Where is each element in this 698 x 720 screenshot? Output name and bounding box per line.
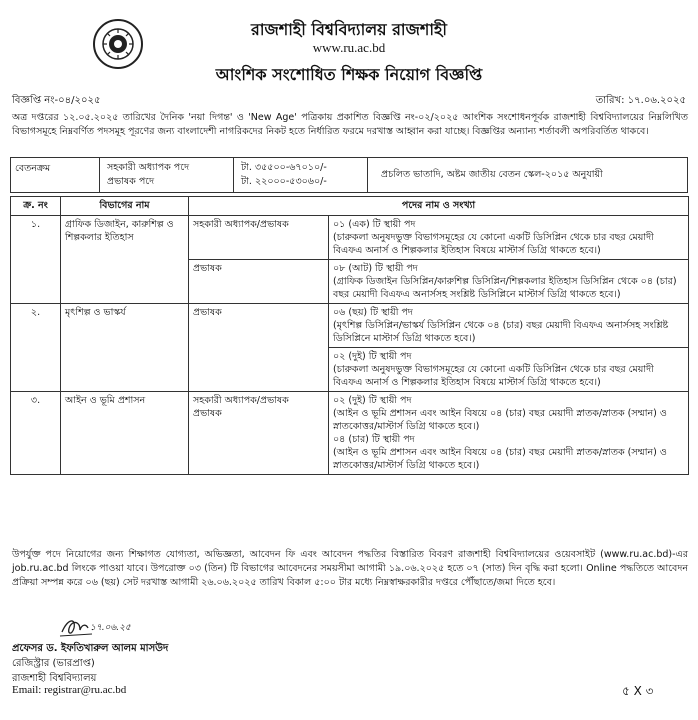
header-department: বিভাগের নাম	[61, 197, 189, 216]
corner-code: ৫ X ৩	[622, 684, 654, 698]
pay-scale-note: প্রচলিত ভাতাদি, অষ্টম জাতীয় বেতন স্কেল-২০১৫ অনুযায়ী	[381, 169, 603, 180]
signatory-role: রেজিস্ট্রার (ভারপ্রাপ্ত)	[12, 658, 95, 669]
pay-scale-label: বেতনক্রম	[15, 163, 51, 174]
post-count: ০২ (দুই) টি স্থায়ী পদ	[333, 351, 412, 362]
post-requirement: (মৃৎশিল্প ডিসিপ্লিন/ভাস্কর্য ডিসিপ্লিন থেকে ০৪ (চার) বছর মেয়াদী বিএফএ অনার্সসহ সংশ্লিষ্ট ডিসিপ্লিনে মাস্টার্স ডিগ্রি থাকতে হবে।)	[333, 320, 669, 344]
notice-number: বিজ্ঞপ্তি নং-০৪/২০২৫	[12, 95, 101, 106]
signatory-organization: রাজশাহী বিশ্ববিদ্যালয়	[12, 673, 97, 684]
header-post: পদের নাম ও সংখ্যা	[189, 197, 689, 216]
university-website: www.ru.ac.bd	[312, 40, 386, 55]
intro-paragraph: অত্র দপ্তরের ১২.০৫.২০২৫ তারিখের দৈনিক 'নয়া দিগন্ত' ও 'New Age' পত্রিকায় প্রকাশিত বিজ্ঞপ্তি নং-০২/২০২৫ আংশিক সংশোধনপূর্বক রাজশাহী বিশ্ববিদ্যালয়ের নিম্নলিখিত বিভাগসমূহে নিম্নবর্ণিত পদসমূহ পূরণের জন্য বাংলাদেশী নাগরিকদের নিকট হতে নির্ধারিত ফরমে দরখাস্ত আহ্বান করা যাচ্ছে। বিজ্ঞপ্তির অন্যান্য শর্তাবলী অপরিবর্তিত থাকবে।	[12, 112, 688, 137]
post-detail	[329, 392, 689, 475]
post-name: প্রভাষক	[189, 260, 329, 304]
post-requirement: (আইন ও ভূমি প্রশাসন এবং আইন বিষয়ে ০৪ (চার) বছর মেয়াদী স্নাতক/স্নাতক (সম্মান) ও স্নাতকোত্তর/মাস্টার্স ডিগ্রি থাকতে হবে।)	[333, 447, 667, 471]
row-serial: ১.	[11, 216, 61, 304]
notice-title: আংশিক সংশোধিত শিক্ষক নিয়োগ বিজ্ঞপ্তি	[215, 65, 483, 84]
posts-table	[10, 196, 689, 475]
pay-scale-box	[10, 157, 688, 193]
post-count: ০২ (দুই) টি স্থায়ী পদ	[333, 395, 412, 406]
table-header-row	[11, 197, 689, 216]
post-requirement: (চারুকলা অনুষদভুক্ত বিভাগসমূহের যে কোনো একটি ডিসিপ্লিন থেকে চার বছর মেয়াদী বিএফএ অনার্স ও শিল্পকলার ইতিহাস বিষয়ে মাস্টার্স ডিগ্রি থাকতে হবে।)	[333, 232, 654, 256]
table-row	[11, 216, 689, 260]
handwritten-signature	[58, 612, 131, 642]
table-row	[11, 392, 689, 475]
signature-date: ১৭.০৬.২৫	[90, 623, 131, 633]
pay-scale-amounts: টা. ৩৫৫০০-৬৭০১০/- টা. ২২০০০-৫৩০৬০/-	[241, 162, 327, 187]
post-name: সহকারী অধ্যাপক/প্রভাষক	[189, 216, 329, 260]
post-detail	[329, 260, 689, 304]
post-requirement: (আইন ও ভূমি প্রশাসন এবং আইন বিষয়ে ০৪ (চার) বছর মেয়াদী স্নাতক/স্নাতক (সম্মান) ও স্নাতকোত্তর/মাস্টার্স ডিগ্রি থাকতে হবে।)	[333, 408, 667, 432]
post-requirement: (চারুকলা অনুষদভুক্ত বিভাগসমূহের যে কোনো একটি ডিসিপ্লিন থেকে চার বছর মেয়াদী বিএফএ অনার্স ও শিল্পকলার ইতিহাস বিষয়ে মাস্টার্স ডিগ্রি থাকতে হবে।)	[333, 364, 654, 388]
post-detail	[329, 216, 689, 260]
university-name: রাজশাহী বিশ্ববিদ্যালয় রাজশাহী	[251, 20, 447, 39]
row-department: গ্রাফিক ডিজাইন, কারুশিল্প ও শিল্পকলার ইতিহাস	[61, 216, 189, 304]
footer-paragraph: উপর্যুক্ত পদে নিয়োগের জন্য শিক্ষাগত যোগ্যতা, অভিজ্ঞতা, আবেদন ফি এবং আবেদন পদ্ধতির বিস্তারিত বিবরণ রাজশাহী বিশ্ববিদ্যালয়ের ওয়েবসাইট (www.ru.ac.bd)-এর job.ru.ac.bd লিংকে পাওয়া যাবে। উপরোক্ত ০৩ (তিন) টি বিভাগের আবেদনের সময়সীমা আগামী ১৯.০৬.২০২৫ হতে ০৭ (সাত) দিন বৃদ্ধি করা হলো। Online পদ্ধতিতে আবেদন প্রক্রিয়া সম্পন্ন করে ০৬ (ছয়) সেট দরখাস্ত আগামী ২৬.০৬.২০২৫ তারিখ বিকাল ৫:০০ টার মধ্যে নিম্নস্বাক্ষরকারীর দপ্তরে পৌঁছাতে/জমা দিতে হবে।	[12, 549, 688, 588]
pay-scale-posts: সহকারী অধ্যাপক পদে প্রভাষক পদে	[107, 162, 190, 187]
header-serial: ক্র. নং	[11, 197, 61, 216]
post-name: সহকারী অধ্যাপক/প্রভাষক প্রভাষক	[189, 392, 329, 475]
post-count: ০৬ (ছয়) টি স্থায়ী পদ	[333, 307, 413, 318]
post-name: প্রভাষক	[189, 304, 329, 392]
post-detail	[329, 348, 689, 392]
post-count: ০৪ (চার) টি স্থায়ী পদ	[333, 434, 415, 445]
post-detail	[329, 304, 689, 348]
signatory-name: প্রফেসর ড. ইফতিখারুল আলম মাসউদ	[12, 643, 169, 654]
post-count: ০১ (এক) টি স্থায়ী পদ	[333, 219, 416, 230]
row-serial: ২.	[11, 304, 61, 392]
signatory-email: Email: registrar@ru.ac.bd	[12, 684, 127, 696]
table-row	[11, 304, 689, 348]
notice-date: তারিখ: ১৭.০৬.২০২৫	[595, 95, 686, 106]
post-count: ০৮ (আট) টি স্থায়ী পদ	[333, 263, 418, 274]
post-requirement: (গ্রাফিক ডিজাইন ডিসিপ্লিন/কারুশিল্প ডিসিপ্লিন/শিল্পকলার ইতিহাস ডিসিপ্লিন থেকে ০৪ (চার) বছর মেয়াদী বিএফএ অনার্সসহ সংশ্লিষ্ট ডিসিপ্লিনে মাস্টার্স ডিগ্রি থাকতে হবে।)	[333, 276, 677, 300]
row-department: মৃৎশিল্প ও ভাস্কর্য	[61, 304, 189, 392]
row-serial: ৩.	[11, 392, 61, 475]
row-department: আইন ও ভূমি প্রশাসন	[61, 392, 189, 475]
